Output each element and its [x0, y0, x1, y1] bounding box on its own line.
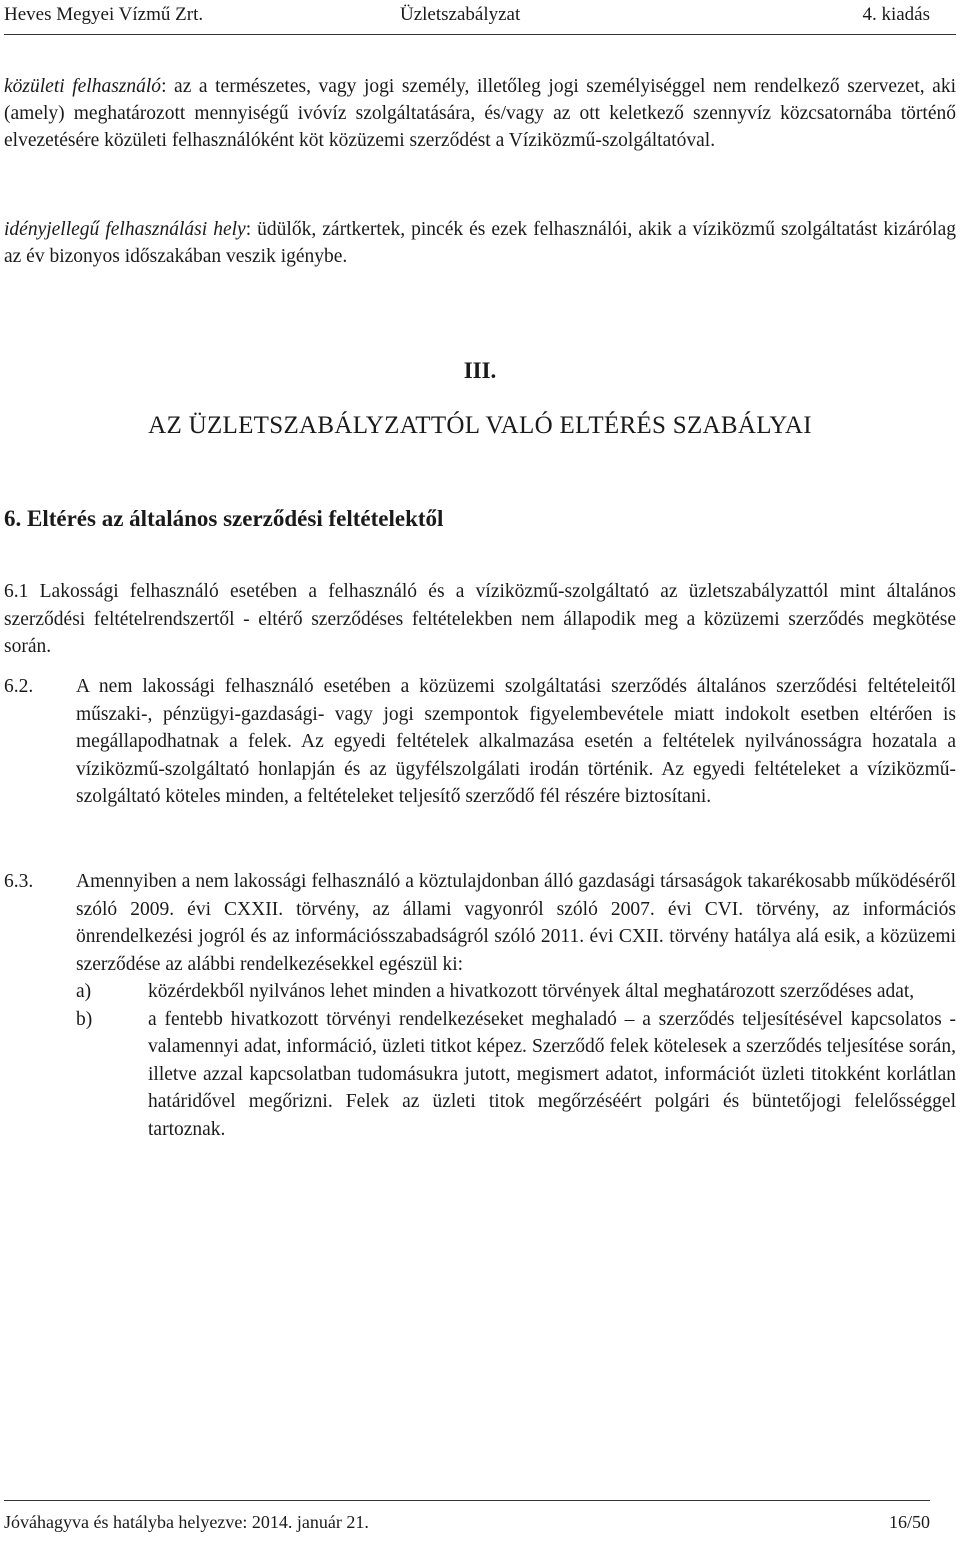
header-edition: 4. kiadás: [862, 4, 930, 25]
paragraph-6-2-text: A nem lakossági felhasználó esetében a közüzemi szolgáltatási szerződés általános szerződési feltételeitől műszaki-, pénzügyi-gazdasági- vagy jogi szempontok figyelembevétele miatt indokolt esetben eltérően is megállapodhatnak a felek. Az egyedi feltételek alkalmazása esetén a feltételek nyilvánosságra hozatala a víziközmű-szolgáltató honlapján és az ügyfélszolgálati irodán történik. Az egyedi feltételeket a víziközmű-szolgáltató köteles minden, a feltételeket teljesítő szerződő fél részére biztosítani.: [76, 676, 956, 807]
chapter-number: III.: [463, 358, 497, 383]
definition-term: közületi felhasználó: [4, 76, 162, 97]
definition-text: az a természetes, vagy jogi személy, illetőleg jogi személyiséggel nem rendelkező szervezet, aki (amely) meghatározott mennyiségű ivóvíz szolgáltatására, és/vagy az ott keletkező szennyvíz közcsatornába történő elvezetésére közületi felhasználóként köt közüzemi szerződést a Víziközmű-szolgáltatóval.: [4, 76, 956, 151]
list-item-text: közérdekből nyilvános lehet minden a hivatkozott törvények által meghatározott szerződéses adat,: [148, 981, 915, 1002]
section-heading: 6. Eltérés az általános szerződési feltételektől: [4, 506, 444, 531]
list-item-a: [4, 978, 956, 1006]
paragraph-6-1: [4, 578, 956, 661]
footer-approval: Jóváhagyva és hatályba helyezve: 2014. január 21.: [4, 1512, 369, 1532]
header-company: Heves Megyei Vízmű Zrt.: [4, 4, 204, 25]
definition-term: idényjellegű felhasználási hely: [4, 219, 246, 240]
paragraph-6-2: [4, 673, 956, 811]
list-item-text: a fentebb hivatkozott törvényi rendelkezéseket meghaladó – a szerződés teljesítésével kapcsolatos - valamennyi adat, információ, üzleti titkot képez. Szerződő felek kötelesek a szerződés teljesítése során, illetve azzal kapcsolatban tudomásukra jutott, megismert adatot, információt üzleti titokként korlátlan határidővel megőrizni. Felek az üzleti titok megőrzéséért polgári és büntetőjogi felelősséggel tartoznak.: [148, 1008, 956, 1140]
definition-text: üdülők, zártkertek, pincék és ezek felhasználói, akik a víziközmű szolgáltatást kizárólag az év bizonyos időszakában veszik igénybe.: [4, 219, 956, 267]
paragraph-6-3: [4, 868, 956, 1143]
definition-idenyjellegu-hely: [4, 216, 956, 270]
page-footer: [4, 1500, 930, 1540]
header-divider: [4, 34, 956, 35]
footer-page-number: 16/50: [888, 1512, 930, 1532]
header-document-title: Üzletszabályzat: [400, 4, 521, 25]
chapter-title: AZ ÜZLETSZABÁLYZATTÓL VALÓ ELTÉRÉS SZABÁLYAI: [148, 412, 812, 439]
paragraph-6-3-text: Amennyiben a nem lakossági felhasználó a köztulajdonban álló gazdasági társaságok takarékosabb működéséről szóló 2009. évi CXXII. törvény, az állami vagyonról szóló 2007. évi CVI. törvény, az információs önrendelkezési jogról és az információsszabadságról szóló 2011. évi CXII. törvény hatálya alá esik, a közüzemi szerződése az alábbi rendelkezésekkel egészül ki:: [76, 871, 956, 975]
paragraph-number: 6.3.: [4, 871, 34, 892]
paragraph-number: 6.2.: [4, 676, 34, 697]
list-marker: b): [76, 1008, 93, 1030]
paragraph-6-1-text: 6.1 Lakossági felhasználó esetében a felhasználó és a víziközmű-szolgáltató az üzletszabályzattól mint általános szerződési feltételrendszertől - eltérő szerződéses feltételekben nem állapodik meg a közüzemi szerződés megkötése során.: [4, 581, 956, 657]
list-marker: a): [76, 981, 92, 1002]
definition-separator: :: [161, 76, 167, 97]
footer-divider: [4, 1500, 930, 1501]
definition-separator: :: [245, 219, 252, 240]
list-item-b: [4, 1006, 956, 1144]
definition-kozuleti-felhasznalo: [4, 73, 956, 154]
page-header: [0, 0, 960, 36]
